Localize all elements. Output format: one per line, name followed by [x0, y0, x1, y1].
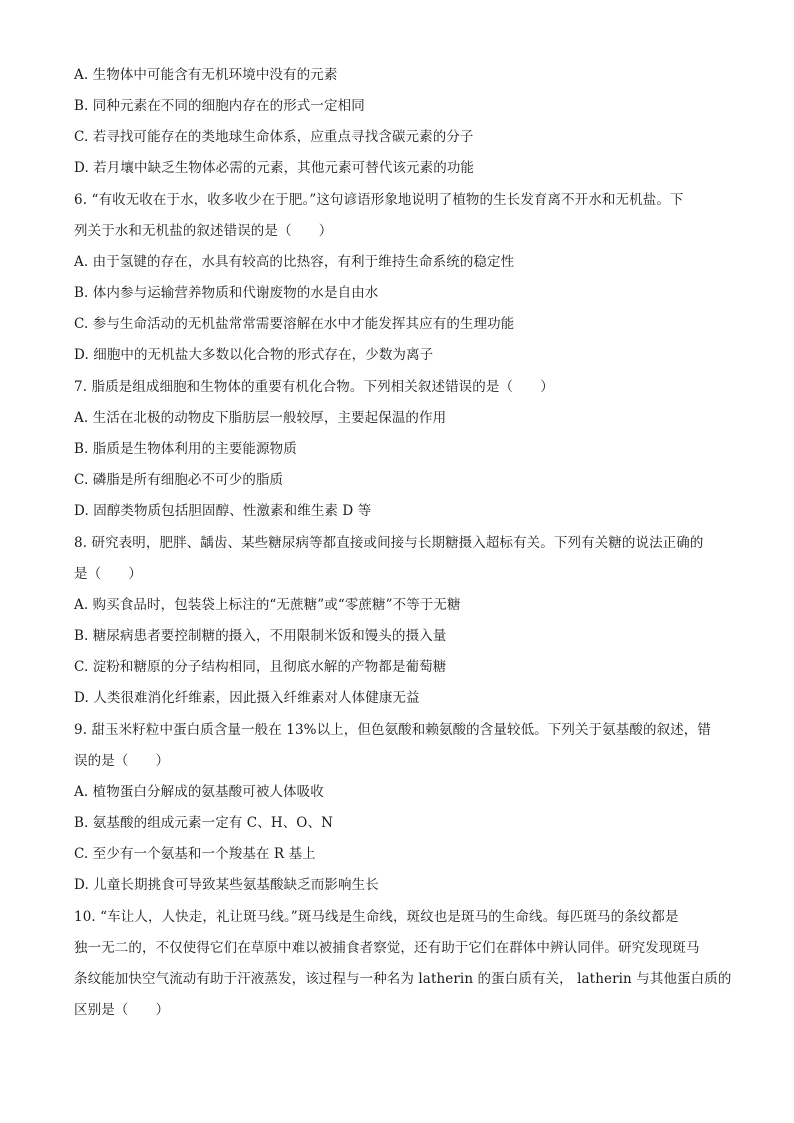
q6-stem-line-1: 6. “有收无收在于水，收多收少在于肥。”这句谚语形象地说明了植物的生长发育离不开水和无机盐。下	[74, 192, 684, 208]
q9-option-b: B. 氨基酸的组成元素一定有 C、H、O、N	[74, 815, 333, 831]
q8-option-a: A. 购买食品时，包装袋上标注的“无蔗糖”或“零蔗糖”不等于无糖	[74, 597, 461, 613]
q6-option-b: B. 体内参与运输营养物质和代谢废物的水是自由水	[74, 285, 379, 301]
q8-option-b: B. 糖尿病患者要控制糖的摄入，不用限制米饭和馒头的摄入量	[74, 628, 447, 644]
q8-stem-line-2: 是（ ）	[74, 566, 142, 582]
q10-stem-line-4: 区别是（ ）	[74, 1002, 170, 1018]
q7-stem-line-1: 7. 脂质是组成细胞和生物体的重要有机化合物。下列相关叙述错误的是（ ）	[74, 379, 554, 395]
q8-option-d: D. 人类很难消化纤维素，因此摄入纤维素对人体健康无益	[74, 690, 420, 706]
q9-option-d: D. 儿童长期挑食可导致某些氨基酸缺乏而影响生长	[74, 877, 379, 893]
q7-option-b: B. 脂质是生物体利用的主要能源物质	[74, 441, 297, 457]
q7-option-c: C. 磷脂是所有细胞必不可少的脂质	[74, 472, 284, 488]
q10-stem-line-2: 独一无二的，不仅使得它们在草原中难以被捕食者察觉，还有助于它们在群体中辨认同伴。研究发现斑马	[74, 940, 700, 956]
q7-option-a: A. 生活在北极的动物皮下脂肪层一般较厚，主要起保温的作用	[74, 410, 447, 426]
q7-option-d: D. 固醇类物质包括胆固醇、性激素和维生素 D 等	[74, 503, 372, 519]
q5-option-d: D. 若月壤中缺乏生物体必需的元素，其他元素可替代该元素的功能	[74, 160, 475, 176]
q8-stem-line-1: 8. 研究表明，肥胖、龋齿、某些糖尿病等都直接或间接与长期糖摄入超标有关。下列有关糖的说法正确的	[74, 535, 704, 551]
q9-option-c: C. 至少有一个氨基和一个羧基在 R 基上	[74, 846, 316, 862]
q6-option-a: A. 由于氢键的存在，水具有较高的比热容，有利于维持生命系统的稳定性	[74, 254, 515, 270]
q9-stem-line-2: 误的是（ ）	[74, 753, 170, 769]
q5-option-c: C. 若寻找可能存在的类地球生命体系，应重点寻找含碳元素的分子	[74, 129, 474, 145]
q10-stem-line-3: 条纹能加快空气流动有助于汗液蒸发，该过程与一种名为 latherin 的蛋白质有关， latherin 与其他蛋白质的	[74, 971, 732, 987]
q5-option-a: A. 生物体中可能含有无机环境中没有的元素	[74, 67, 338, 83]
q6-option-c: C. 参与生命活动的无机盐常常需要溶解在水中才能发挥其应有的生理功能	[74, 316, 515, 332]
q8-option-c: C. 淀粉和糖原的分子结构相同，且彻底水解的产物都是葡萄糖	[74, 659, 447, 675]
q6-stem-line-2: 列关于水和无机盐的叙述错误的是（ ）	[74, 223, 333, 239]
q5-option-b: B. 同种元素在不同的细胞内存在的形式一定相同	[74, 98, 365, 114]
q10-stem-line-1: 10. “车让人，人快走，礼让斑马线。”斑马线是生命线，斑纹也是斑马的生命线。每匹斑马的条纹都是	[74, 909, 679, 925]
q6-option-d: D. 细胞中的无机盐大多数以化合物的形式存在，少数为离子	[74, 347, 434, 363]
q9-stem-line-1: 9. 甜玉米籽粒中蛋白质含量一般在 13%以上，但色氨酸和赖氨酸的含量较低。下列关于氨基酸的叙述，错	[74, 722, 711, 738]
q9-option-a: A. 植物蛋白分解成的氨基酸可被人体吸收	[74, 784, 324, 800]
